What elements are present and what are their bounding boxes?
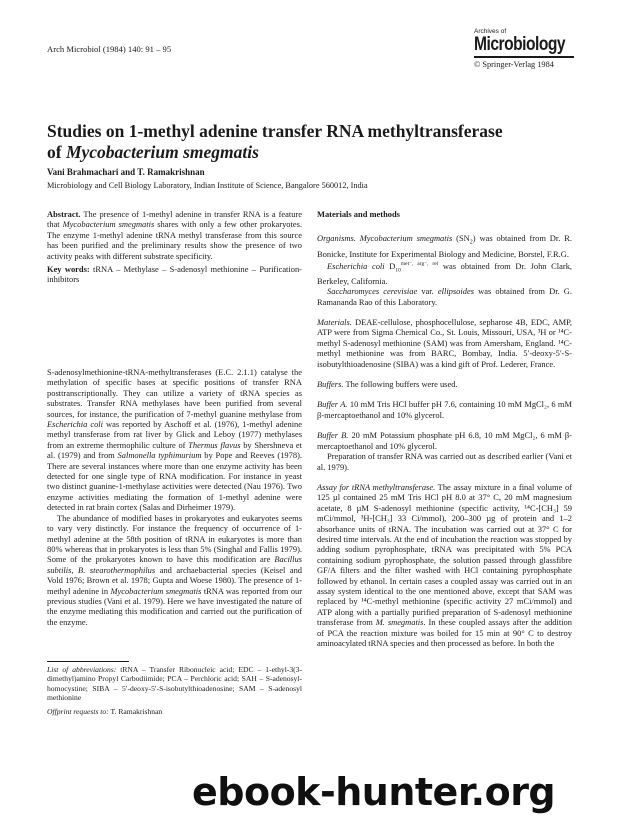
intro-paragraph-1: S-adenosylmethionine-tRNA-methyltransferases (E.C. 2.1.1) catalyse the methylation of specific bases at specific positions of transfer RNA posttranscriptionally. They can utilize a variety of tRNA species as substrates. Transfer RNA methylases have been purified from several sources, for instance, the purification of 7-methyl guanine methylase from Escherichia coli was reported by Aschoff et al. (1976), 1-methyl adenine methyl transferase from rat liver by Glick and Leboy (1977) methylases from an extreme thermophilic culture of Thermus flavus by Shershneva et al. (1979) and from Salmonella typhimurium by Pope and Reeves (1978). There are several instances where more than one enzyme activity has been detected for one single type of RNA modification. For instance in yeast two distinct guanine-1-methylase activities were detected (Nau 1976). Two enzyme activities mediating the formation of 1-methyl adenine were detected in rat brain cortex (Salas and Dirheimer 1979). [47, 367, 302, 513]
buffers-paragraph: Buffers. The following buffers were used. [317, 379, 458, 390]
keywords-label: Key words: [47, 264, 90, 275]
journal-copyright: © Springer-Verlag 1984 [474, 59, 554, 69]
paper-title [47, 121, 587, 163]
authors: Vani Brahmachari and T. Ramakrishnan [47, 167, 205, 177]
abstract-label: Abstract. [47, 209, 81, 219]
section-heading: Materials and methods [317, 209, 400, 219]
preparation-paragraph: Preparation of transfer RNA was carried out as described earlier (Vani et al. 1979). [317, 451, 572, 472]
journal-archives-of: Archives of [474, 28, 507, 35]
offprint-footnote: Offprint requests to: T. Ramakrishnan [47, 707, 163, 716]
abstract [47, 209, 302, 285]
paper-title-line1: Studies on 1-methyl adenine transfer RNA methyltransferase [47, 121, 503, 141]
abbreviations-footnote [47, 665, 302, 702]
yeast-paragraph: Saccharomyces cerevisiae var. ellipsoides was obtained from Dr. G. Ramananda Rao of this Laboratory. [317, 286, 573, 307]
keywords [47, 264, 302, 285]
buffer-a-paragraph: Buffer A. 10 mM Tris HCl buffer pH 7.6, containing 10 mM MgCl₂, 6 mM β-mercaptoethanol and 10% glycerol. [317, 399, 572, 420]
journal-rule [474, 56, 574, 58]
abbreviations-label: List of abbreviations: [47, 665, 117, 674]
journal-citation: Arch Microbiol (1984) 140: 91 – 95 [47, 44, 172, 54]
title-organism: Mycobacterium smegmatis [65, 142, 259, 162]
abstract-text-4: a few other prokaryotes. The enzyme 1-methyl adenine tRNA methyl transferase from this source has been purified and the preliminary results show the presence of two activity peaks with different substrate specificity. [47, 219, 302, 261]
materials-methods [317, 209, 572, 648]
paper-title-line2 [47, 142, 587, 163]
abstract-text-2: is a feature that [47, 209, 302, 230]
abbreviations-text: tRNA – Transfer Ribonucleic acid; EDC – 1-ethyl-3(3-dimethyl)amino Propyl Carbodiimide; PCA – Perchloric acid; SAH – S-adenosyl-homocystine; SIBA – 5′-deoxy-5′-S-isobutylthioadenosine; SAM – S-adenosyl methionine [47, 665, 302, 702]
ecoli-paragraph: Escherichia coli $D_{10}^{met^-, arg^-, rel}$ was obtained from Dr. John Clark, Berkeley, California. [317, 260, 573, 286]
footnote-rule [47, 661, 129, 662]
keywords-text: tRNA – Methylase – S-adenosyl methionine – Purification-inhibitors [47, 264, 302, 285]
assay-paragraph: Assay for tRNA methyltransferase. The assay mixture in a final volume of 125 µl contained 25 mM Tris HCl pH 8.0 at 37° C, 20 mM magnesium acetate, 8 µM S-adenosyl methionine (specific activity, ¹⁴C-[CH₃] 59 mCi/mmol, ³H-[CH₃] 33 Ci/mmol), 200–300 µg of protein and 1–2 absorbance units of tRNA. The incubation was carried out at 37° C for desired time intervals. At the end of incubation the reaction was stopped by adding sodium pyrophosphate, tRNA was precipitated with 5% PCA containing sodium pyrophosphate, the solution passed through glassfibre GF/A filters and the filter washed with HCl containing pyrophosphate followed by ethanol. In certain cases a coupled assay was carried out in an assay system identical to the one mentioned above, except that SAM was replaced by ¹⁴C-methyl methionine (specific activity 27 mCi/mmol) and ATP along with a partially purified preparation of S-adenosyl methionine transferase from M. smegmatis. In these coupled assays after the addition of PCA the reaction mixture was boiled for 15 min at 90° C to destroy aminoacylated tRNA species and then processed as before. In both the [317, 481, 572, 648]
buffer-b-paragraph: Buffer B. 20 mM Potassium phosphate pH 6.8, 10 mM MgCl₂, 6 mM β-mercaptoethanol and 10% glycerol. [317, 430, 572, 451]
abstract-text-3: shares with only [154, 219, 215, 230]
journal-logo [474, 28, 574, 69]
watermark: ebook-hunter.org [192, 770, 556, 814]
title-of: of [47, 142, 66, 162]
abstract-text-1: The presence of 1-methyl adenine in transfer RNA [80, 209, 261, 219]
intro-paragraph-2: The abundance of modified bases in prokaryotes and eukaryotes seems to vary very distinctly. For instance the frequency of occurrence of 1-methyl adenine at the 58th position of tRNA in eukaryotes is more than 80% whereas that in prokaryotes is less than 5% (Singhal and Fallis 1979). Some of the prokaryotes known to have this modification are Bacillus subtilis, B. stearothermophilus and archaebacterial species (Keisel and Vold 1976; Brown et al. 1978; Gupta and Woese 1980). The presence of 1-methyl adenine in Mycobacterium smegmatis tRNA was reported from our previous studies (Vani et al. 1979). Here we have investigated the nature of the enzyme mediating this modification and carried out the purification of the enzyme. [47, 512, 303, 627]
abstract-organism: Mycobacterium smegmatis [62, 219, 155, 230]
organisms-paragraph: Organisms. Mycobacterium smegmatis $(SN_2)$ was obtained from Dr. R. Bonicke, Institute for Experimental Biology and Medicine, Borstel, F.R.G. [317, 233, 572, 259]
materials-paragraph: Materials. DEAE-cellulose, phosphocellulose, sepharose 4B, EDC, AMP, ATP were from Sigma Chemical Co., St. Louis, Missouri, USA, ³H or ¹⁴C-methyl S-adenosyl methionine (SAM) was from Amersham, England. ¹⁴C-methyl methionine was from BARC, Bombay, India. 5′-deoxy-5′-S-isobutylthioadenosine (SIBA) was a kind gift of Prof. Lederer, France. [317, 317, 572, 369]
journal-name: Microbiology [474, 34, 566, 55]
affiliation: Microbiology and Cell Biology Laboratory, Indian Institute of Science, Bangalore 560012, India [47, 181, 368, 190]
introduction [47, 367, 302, 627]
